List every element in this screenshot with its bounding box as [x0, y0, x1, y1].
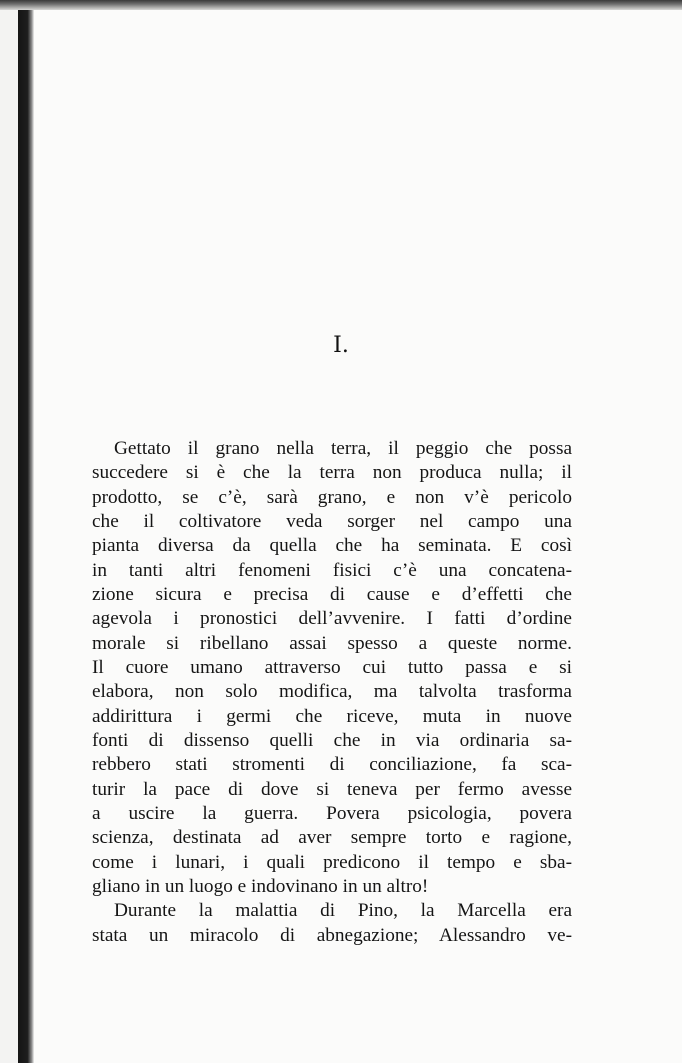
text-line: scienza, destinata ad aver sempre torto e ragione,	[92, 827, 572, 849]
text-line: zione sicura e precisa di cause e d’effetti che	[92, 583, 572, 605]
text-line: rebbero stati stromenti di conciliazione, fa sca-	[92, 754, 572, 776]
text-line: pianta diversa da quella che ha seminata. E così	[92, 535, 572, 557]
text-line: succedere si è che la terra non produca nulla; il	[92, 462, 572, 484]
text-line: a uscire la guerra. Povera psicologia, povera	[92, 802, 572, 824]
text-line: Gettato il grano nella terra, il peggio che possa	[114, 438, 572, 459]
text-line: turir la pace di dove si teneva per fermo avesse	[92, 778, 572, 800]
text-line: prodotto, se c’è, sarà grano, e non v’è pericolo	[92, 486, 572, 508]
chapter-heading: I.	[333, 333, 349, 358]
page-left-margin	[0, 0, 18, 1063]
text-line: elabora, non solo modifica, ma talvolta trasforma	[92, 681, 572, 703]
body-text	[92, 437, 572, 948]
text-line: che il coltivatore veda sorger nel campo una	[92, 510, 572, 532]
text-line: morale si ribellano assai spesso a queste norme.	[92, 632, 572, 654]
text-line: gliano in un luogo e indovinano in un altro!	[92, 875, 429, 897]
text-line: Durante la malattia di Pino, la Marcella era	[114, 900, 572, 922]
text-line: stata un miracolo di abnegazione; Alessandro ve-	[92, 924, 572, 946]
text-line: in tanti altri fenomeni fisici c’è una concatena-	[92, 559, 572, 581]
page-top-edge	[0, 0, 682, 10]
text-line: addirittura i germi che riceve, muta in nuove	[92, 705, 572, 727]
book-spine-shadow	[18, 0, 34, 1063]
text-line: come i lunari, i quali predicono il tempo e sba-	[92, 851, 572, 873]
text-line: agevola i pronostici dell’avvenire. I fatti d’ordine	[92, 608, 572, 630]
text-line: Il cuore umano attraverso cui tutto passa e si	[92, 656, 572, 678]
text-line: fonti di dissenso quelli che in via ordinaria sa-	[92, 729, 572, 751]
